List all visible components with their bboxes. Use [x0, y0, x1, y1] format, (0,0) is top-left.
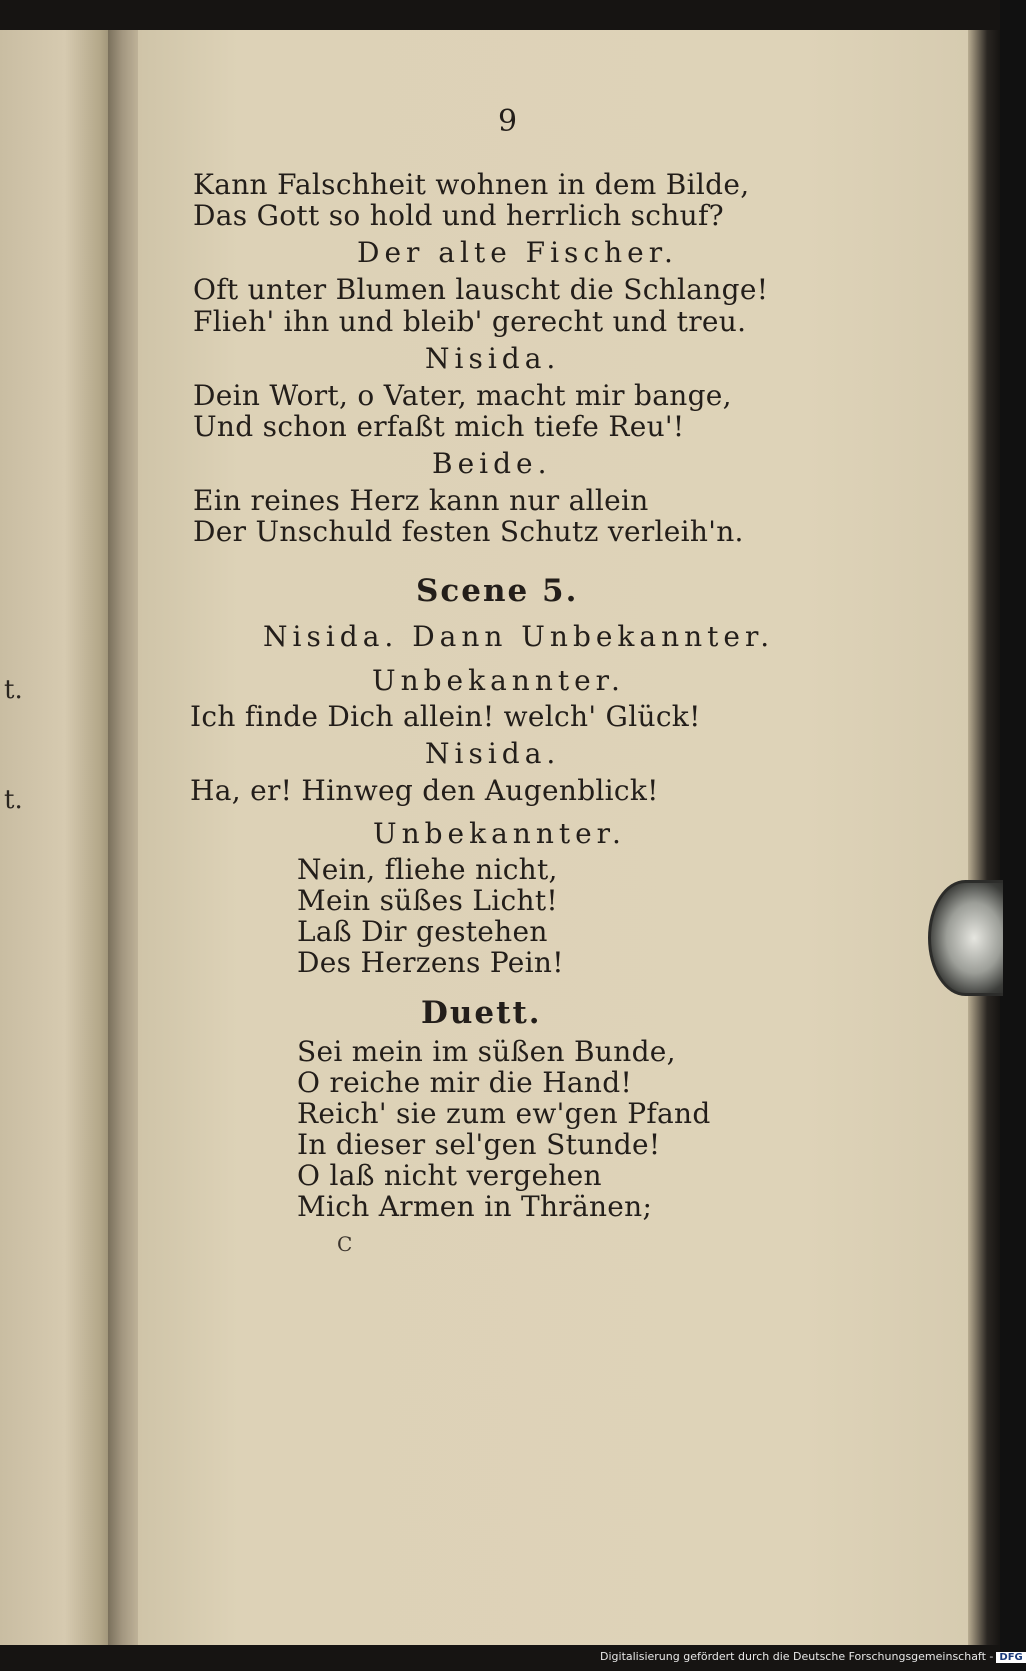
verse-line: Oft unter Blumen lauscht die Schlange! [193, 273, 769, 306]
catchword-signature: C [337, 1232, 353, 1256]
verse-line: Ein reines Herz kann nur allein [193, 484, 649, 517]
verse-line: O laß nicht vergehen [297, 1159, 602, 1192]
verse-line: Sei mein im süßen Bunde, [297, 1035, 676, 1068]
credit-text: Digitalisierung gefördert durch die Deutsche Forschungsgemeinschaft - [600, 1650, 994, 1663]
scene-heading: Scene 5. [416, 573, 579, 609]
verse-line: Mich Armen in Thränen; [297, 1190, 653, 1223]
page-clip [928, 880, 1003, 996]
verse-line: Flieh' ihn und bleib' gerecht und treu. [193, 305, 747, 338]
verse-line: Mein süßes Licht! [297, 884, 558, 917]
speaker-name: Beide. [432, 447, 552, 480]
left-facing-page [0, 30, 118, 1645]
speaker-name: Der alte Fischer. [357, 236, 678, 269]
speaker-name: Nisida. [425, 737, 561, 770]
verse-line: Kann Falschheit wohnen in dem Bilde, [193, 168, 750, 201]
verse-line: Dein Wort, o Vater, macht mir bange, [193, 379, 732, 412]
verse-line: Ich finde Dich allein! welch' Glück! [190, 700, 701, 733]
speaker-name: Unbekannter. [373, 817, 626, 850]
verse-line: Reich' sie zum ew'gen Pfand [297, 1097, 711, 1130]
speaker-name: Unbekannter. [372, 664, 625, 697]
verse-line: Ha, er! Hinweg den Augenblick! [190, 774, 659, 807]
left-page-fragment: t. [4, 785, 23, 815]
duet-heading: Duett. [421, 995, 542, 1031]
left-page-fragment: t. [4, 675, 23, 705]
verse-line: Der Unschuld festen Schutz verleih'n. [193, 515, 744, 548]
speaker-name: Nisida. [425, 342, 561, 375]
verse-line: Das Gott so hold und herrlich schuf? [193, 199, 724, 232]
verse-line: O reiche mir die Hand! [297, 1066, 633, 1099]
verse-line: Des Herzens Pein! [297, 946, 564, 979]
verse-line: In dieser sel'gen Stunde! [297, 1128, 661, 1161]
page-number: 9 [498, 104, 518, 139]
digitization-credit [600, 1650, 1026, 1663]
dfg-logo: DFG [996, 1652, 1025, 1663]
page-edge [968, 30, 1000, 1645]
verse-line: Nein, fliehe nicht, [297, 853, 558, 886]
stage-direction: Nisida. Dann Unbekannter. [263, 620, 775, 653]
verse-line: Laß Dir gestehen [297, 915, 548, 948]
verse-line: Und schon erfaßt mich tiefe Reu'! [193, 410, 685, 443]
